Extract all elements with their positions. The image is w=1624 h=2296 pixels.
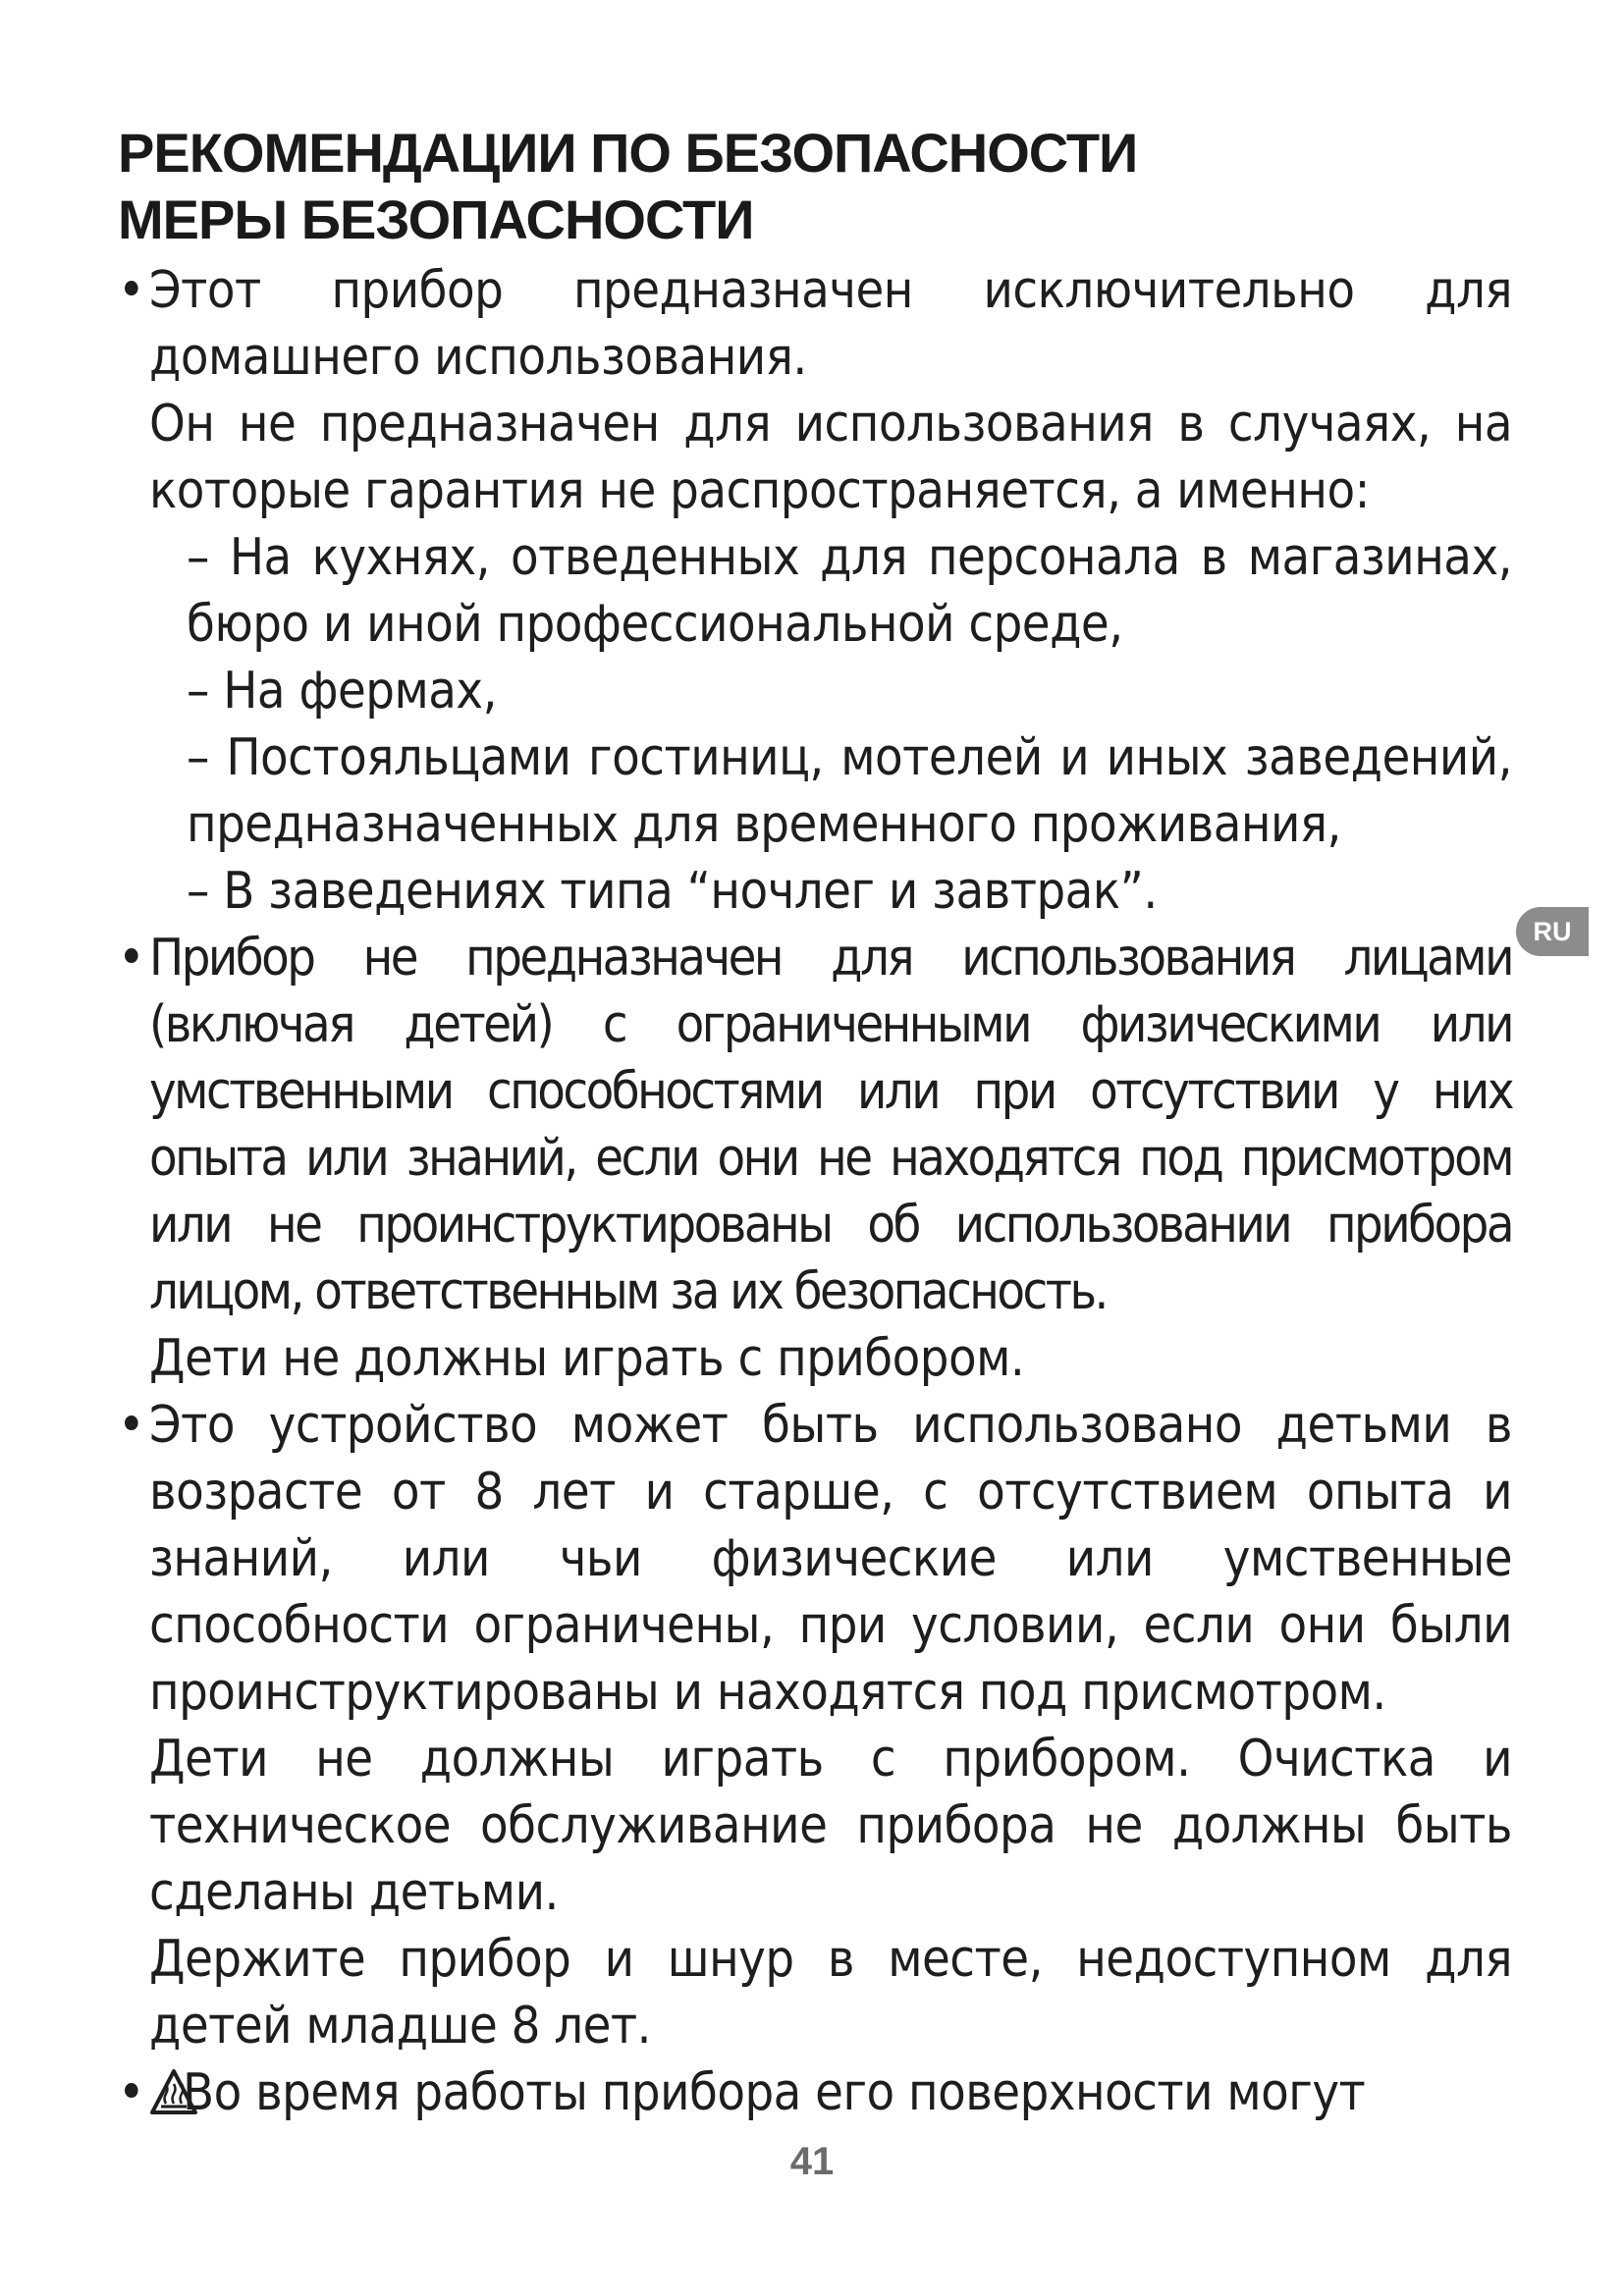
heading-line-2: МЕРЫ БЕЗОПАСНОСТИ	[118, 188, 754, 250]
item-1-sub-1: – На кухнях, отведенных для персонала в магазинах, бюро и иной профессиональной среде,	[187, 528, 1512, 654]
bullet-item-1	[118, 257, 1512, 925]
safety-content	[118, 257, 1512, 2126]
bullet-item-3	[118, 1392, 1512, 2059]
item-2-paragraph-1: Прибор не предназначен для использования лицами (включая детей) с ограниченными физическими или умственными способностями или при отсутствии у них опыта или знаний, если они не находятся под присмотром или не проинструктированы об использовании прибора лицом, ответственным за их безопасность.	[149, 929, 1512, 1321]
bullet: •	[118, 2063, 145, 2122]
bullet-item-2	[118, 925, 1512, 1392]
bullet: •	[118, 261, 145, 320]
section-heading	[118, 120, 1542, 253]
bullet: •	[118, 929, 145, 988]
bullet-item-4	[118, 2059, 1512, 2126]
item-4-text: Во время работы прибора его поверхности могут	[183, 2063, 1366, 2122]
item-3-paragraph-3: Держите прибор и шнур в месте, недоступном для детей младше 8 лет.	[149, 1930, 1512, 2056]
item-1-sub-4: – В заведениях типа “ночлег и завтрак”.	[187, 862, 1158, 921]
item-1-paragraph-2: Он не предназначен для использования в случаях, на которые гарантия не распространяется, а именно:	[149, 395, 1512, 520]
bullet: •	[118, 1396, 145, 1455]
item-1-sub-3: – Постояльцами гостиниц, мотелей и иных заведений, предназначенных для временного проживания,	[187, 728, 1512, 854]
item-3-paragraph-1: Это устройство может быть использовано детьми в возрасте от 8 лет и старше, с отсутствием опыта и знаний, или чьи физические или умственные способности ограничены, при условии, если они были проинструктированы и находятся под присмотром.	[149, 1396, 1512, 1722]
item-2-paragraph-2: Дети не должны играть с прибором.	[149, 1329, 1025, 1388]
heading-line-1: РЕКОМЕНДАЦИИ ПО БЕЗОПАСНОСТИ	[118, 122, 1138, 184]
language-tab: RU	[1516, 907, 1589, 956]
item-3-paragraph-2: Дети не должны играть с прибором. Очистка и техническое обслуживание прибора не должны быть сделаны детьми.	[149, 1730, 1512, 1922]
page-number: 41	[789, 2140, 835, 2183]
item-4-paragraph-1	[149, 2059, 1512, 2126]
item-1-paragraph-1: Этот прибор предназначен исключительно для домашнего использования.	[149, 261, 1512, 387]
item-1-sub-2: – На фермах,	[187, 662, 497, 721]
